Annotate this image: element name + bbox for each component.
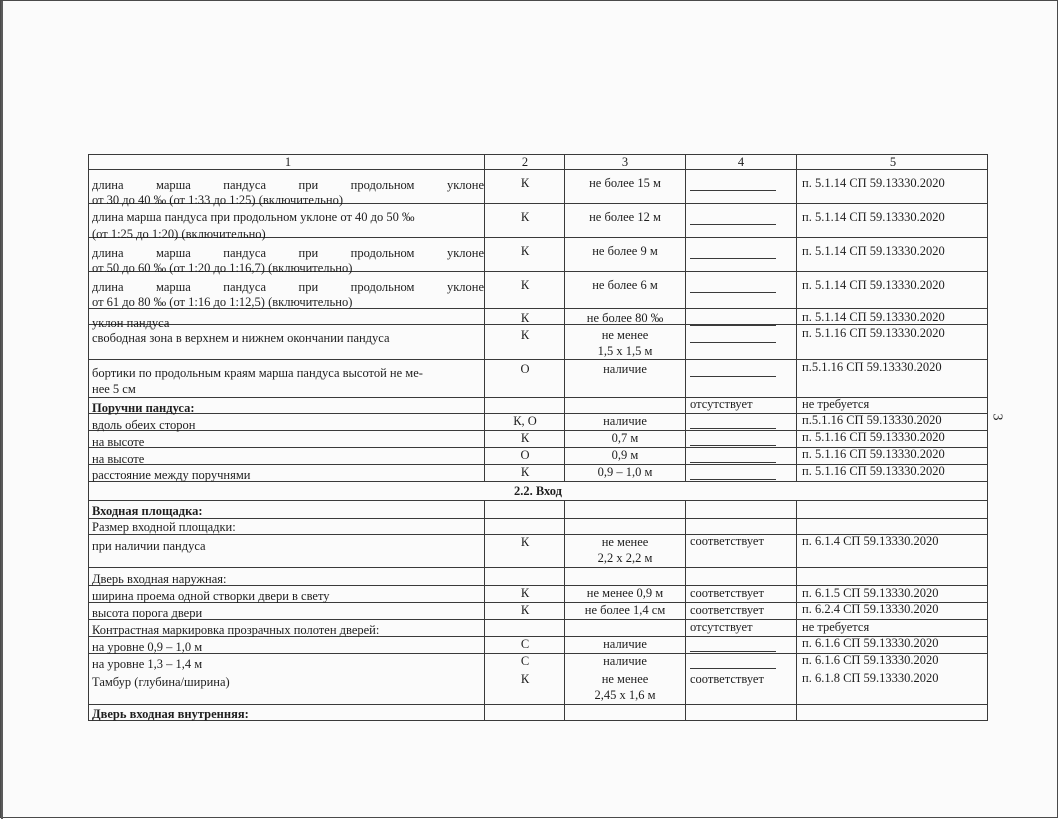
table-row-4-category: К [520, 311, 530, 325]
table-row-0-text-cont: от 30 до 40 ‰ (от 1:33 до 1:25) (включительно) [92, 193, 343, 207]
col-header-4: 4 [737, 155, 745, 169]
section2-row-4-norm: не менее 0,9 м [586, 586, 664, 600]
section2-row-5-text: высота порога двери [92, 606, 203, 620]
table-row-5-ref: п. 5.1.16 СП 59.13330.2020 [802, 326, 945, 340]
table-row-4-text: уклон пандуса [92, 316, 170, 330]
section2-row-4-status: соответствует [690, 586, 764, 600]
section2-row-9-norm: не менее [601, 672, 649, 686]
table-row-7-ref: не требуется [802, 397, 870, 411]
table-row-7-heading: Поручни пандуса: [92, 401, 195, 415]
requirements-table [88, 154, 988, 721]
table-row-10-norm: 0,9 м [611, 448, 639, 462]
section2-row-7-category: С [520, 637, 530, 651]
section2-row-4-category: К [520, 586, 530, 600]
section2-row-5-category: К [520, 603, 530, 617]
section2-row-9-category: К [520, 672, 530, 686]
section2-row-2-ref: п. 6.1.4 СП 59.13330.2020 [802, 534, 939, 548]
section2-row-8-norm: наличие [603, 654, 647, 668]
section2-row-4-ref: п. 6.1.5 СП 59.13330.2020 [802, 586, 939, 600]
section2-row-1-text: Размер входной площадки: [92, 520, 236, 534]
table-row-2-status [686, 244, 796, 259]
section2-row-9-text: Тамбур (глубина/ширина) [92, 675, 230, 689]
table-row-3-text-cont: от 61 до 80 ‰ (от 1:16 до 1:12,5) (включительно) [92, 295, 353, 309]
table-row-1-status [686, 210, 796, 225]
table-row-2-text: длина марша пандуса при продольном уклоне [92, 246, 484, 260]
table-row-8-text: вдоль обеих сторон [92, 418, 196, 432]
section-heading: 2.2. Вход [513, 484, 563, 498]
section2-row-4-text: ширина проема одной створки двери в свету [92, 589, 330, 603]
table-row-11-norm: 0,9 – 1,0 м [597, 465, 653, 479]
table-row-3-norm: не более 6 м [592, 278, 658, 292]
section2-row-8-ref: п. 6.1.6 СП 59.13330.2020 [802, 653, 939, 667]
table-row-2-category: К [520, 244, 530, 258]
section2-row-2-text: при наличии пандуса [92, 539, 206, 553]
section2-row-0-heading: Входная площадка: [92, 504, 203, 518]
section2-row-6-ref: не требуется [802, 620, 870, 634]
section2-row-9-ref: п. 6.1.8 СП 59.13330.2020 [802, 671, 939, 685]
section2-row-5-norm: не более 1,4 см [584, 603, 666, 617]
section2-row-8-text: на уровне 1,3 – 1,4 м [92, 657, 203, 671]
col-header-1: 1 [284, 155, 292, 169]
col-header-2: 2 [521, 155, 529, 169]
section2-row-7-ref: п. 6.1.6 СП 59.13330.2020 [802, 636, 939, 650]
table-row-10-ref: п. 5.1.16 СП 59.13330.2020 [802, 447, 945, 461]
table-row-4-norm: не более 80 ‰ [586, 311, 664, 325]
table-row-10-status [686, 448, 796, 463]
section2-row-2-status: соответствует [690, 534, 764, 548]
table-row-1-norm: не более 12 м [589, 210, 661, 224]
table-row-7-status: отсутствует [690, 397, 753, 411]
table-row-6-status [686, 362, 796, 377]
section2-row-6-text: Контрастная маркировка прозрачных полотен дверей: [92, 623, 380, 637]
section2-row-5-ref: п. 6.2.4 СП 59.13330.2020 [802, 602, 939, 616]
table-row-6-category: О [520, 362, 530, 376]
table-row-4-ref: п. 5.1.14 СП 59.13330.2020 [802, 310, 945, 324]
table-row-9-category: К [520, 431, 530, 445]
table-row-1-text: длина марша пандуса при продольном уклоне от 40 до 50 ‰ [92, 210, 415, 224]
table-row-0-category: К [520, 176, 530, 190]
col-header-5: 5 [889, 155, 897, 169]
table-row-5-norm-cont: 1,5 х 1,5 м [597, 344, 653, 358]
table-row-3-ref: п. 5.1.14 СП 59.13330.2020 [802, 278, 945, 292]
table-row-10-category: О [520, 448, 530, 462]
table-row-6-ref: п.5.1.16 СП 59.13330.2020 [802, 360, 942, 374]
table-row-1-text-cont: (от 1:25 до 1:20) (включительно) [92, 227, 266, 241]
table-row-5-category: К [520, 328, 530, 342]
table-row-5-text: свободная зона в верхнем и нижнем окончании пандуса [92, 331, 390, 345]
table-row-2-ref: п. 5.1.14 СП 59.13330.2020 [802, 244, 945, 258]
section2-row-2-category: К [520, 535, 530, 549]
section2-row-6-status: отсутствует [690, 620, 753, 634]
table-row-9-text: на высоте [92, 435, 145, 449]
table-row-0-status [686, 176, 796, 191]
table-row-6-norm: наличие [603, 362, 647, 376]
section2-row-7-norm: наличие [603, 637, 647, 651]
table-row-6-text: бортики по продольным краям марша пандуса высотой не ме- [92, 366, 423, 380]
table-row-8-category: К, О [513, 414, 537, 428]
table-row-9-ref: п. 5.1.16 СП 59.13330.2020 [802, 430, 945, 444]
table-row-8-status [686, 414, 796, 429]
section2-row-7-status [686, 637, 796, 652]
page-number: 3 [989, 413, 1005, 421]
col-header-3: 3 [621, 155, 629, 169]
table-row-1-category: К [520, 210, 530, 224]
table-row-5-norm: не менее [601, 328, 649, 342]
section2-row-3-text: Дверь входная наружная: [92, 572, 227, 586]
table-row-2-norm: не более 9 м [592, 244, 658, 258]
section2-row-8-category: С [520, 654, 530, 668]
table-row-9-status [686, 431, 796, 446]
table-row-6-text-cont: нее 5 см [92, 382, 136, 396]
table-row-2-text-cont: от 50 до 60 ‰ (от 1:20 до 1:16,7) (включительно) [92, 261, 353, 275]
table-row-3-text: длина марша пандуса при продольном уклоне [92, 280, 484, 294]
section2-row-9-status: соответствует [690, 672, 764, 686]
section2-row-2-norm-cont: 2,2 х 2,2 м [597, 551, 653, 565]
table-row-8-ref: п.5.1.16 СП 59.13330.2020 [802, 413, 942, 427]
section2-row-7-text: на уровне 0,9 – 1,0 м [92, 640, 203, 654]
table-row-8-norm: наличие [603, 414, 647, 428]
table-row-11-status [686, 465, 796, 480]
section2-row-8-status [686, 654, 796, 669]
section2-row-5-status: соответствует [690, 603, 764, 617]
table-row-3-category: К [520, 278, 530, 292]
table-row-11-ref: п. 5.1.16 СП 59.13330.2020 [802, 464, 945, 478]
table-row-0-text: длина марша пандуса при продольном уклоне [92, 178, 484, 192]
table-row-11-text: расстояние между поручнями [92, 468, 251, 482]
table-row-9-norm: 0,7 м [611, 431, 639, 445]
table-row-0-ref: п. 5.1.14 СП 59.13330.2020 [802, 176, 945, 190]
section2-row-9-norm-cont: 2,45 х 1,6 м [594, 688, 656, 702]
table-row-11-category: К [520, 465, 530, 479]
table-row-3-status [686, 278, 796, 293]
table-row-1-ref: п. 5.1.14 СП 59.13330.2020 [802, 210, 945, 224]
table-row-4-status [686, 311, 796, 326]
table-row-0-norm: не более 15 м [589, 176, 661, 190]
section2-row-2-norm: не менее [601, 535, 649, 549]
scan-edge [1, 1, 3, 819]
table-row-10-text: на высоте [92, 452, 145, 466]
section2-row-10-heading: Дверь входная внутренняя: [92, 707, 249, 721]
table-row-5-status [686, 328, 796, 343]
